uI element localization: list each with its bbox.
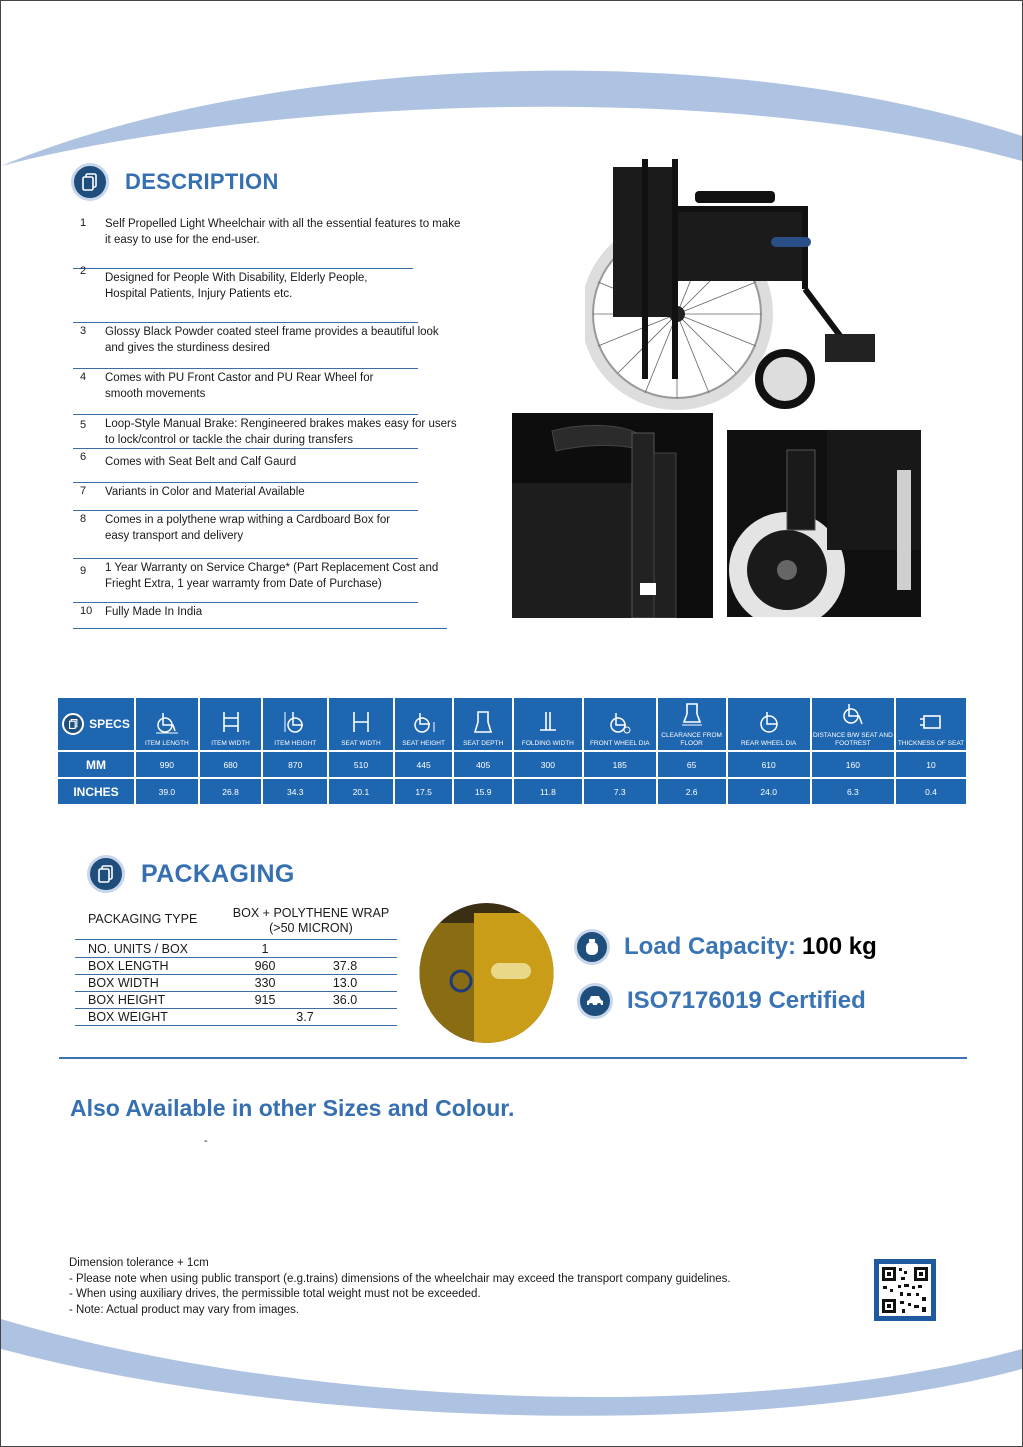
- list-item: 3 Glossy Black Powder coated steel frame provides a beautiful look and gives the sturdiness desired: [71, 317, 461, 363]
- weight-icon: [574, 929, 610, 965]
- spec-column-header: ITEM LENGTH: [135, 697, 199, 751]
- certification-badge: [577, 983, 866, 1019]
- list-item: 9 1 Year Warranty on Service Charge* (Part Replacement Cost and Frieght Extra, 1 year warramty from Date of Purchase): [71, 553, 461, 597]
- dash-mark: -: [204, 1135, 208, 1147]
- wheelchair-length-icon: [155, 710, 179, 734]
- table-row: MM 990 680 870 510 445 405 300 185 65 610 160 10: [57, 751, 967, 778]
- description-header: [71, 163, 279, 201]
- spec-column-header: SEAT WIDTH: [328, 697, 394, 751]
- certification-label: ISO7176019 Certified: [627, 987, 866, 1014]
- bottom-swoosh: [1, 1319, 1022, 1429]
- footer-notes: Dimension tolerance + 1cm - Please note when using public transport (e.g.trains) dimensions of the wheelchair may exceed the transport company guidelines. - When using auxiliary drives, the permissible total weight must not be exceeded. - Note: Actual product may vary from images.: [69, 1257, 731, 1316]
- chair-width-icon: [219, 710, 243, 734]
- list-item: 4 Comes with PU Front Castor and PU Rear Wheel for smooth movements: [71, 363, 461, 409]
- seat-width-icon: [349, 710, 373, 734]
- wheelchair-photo: [585, 149, 885, 417]
- list-item: 5 Loop-Style Manual Brake: Rengineered brakes makes easy for users to lock/control or tackle the chair during transfers: [71, 409, 461, 447]
- footrest-distance-icon: [841, 702, 865, 726]
- packaging-table: [75, 906, 397, 1025]
- spec-column-header: CLEARANCE FROM FLOOR: [657, 697, 727, 751]
- spec-column-header: FRONT WHEEL DIA: [583, 697, 657, 751]
- packaging-box-photo: [419, 903, 554, 1043]
- list-item: 7 Variants in Color and Material Available: [71, 477, 461, 505]
- packaging-header: [87, 855, 295, 893]
- load-capacity-value: 100 kg: [802, 933, 877, 960]
- table-row: BOX WIDTH 330 13.0: [75, 974, 397, 991]
- rear-wheel-icon: [757, 710, 781, 734]
- specs-header-cell: [57, 697, 135, 751]
- front-wheel-icon: [608, 710, 632, 734]
- spec-column-header: SEAT DEPTH: [453, 697, 513, 751]
- table-row: BOX LENGTH 960 37.8: [75, 957, 397, 974]
- spec-column-header: SEAT HEIGHT: [394, 697, 454, 751]
- spec-column-header: FOLDING WIDTH: [513, 697, 583, 751]
- table-row: BOX WEIGHT 3.7: [75, 1008, 397, 1025]
- list-item: 6 Comes with Seat Belt and Calf Gaurd: [71, 447, 461, 477]
- handle-detail-photo: [512, 413, 713, 618]
- table-row: INCHES 39.0 26.8 34.3 20.1 17.5 15.9 11.8 7.3 2.6 24.0 6.3 0.4: [57, 778, 967, 805]
- list-item: 2 Designed for People With Disability, Elderly People, Hospital Patients, Injury Patients etc.: [71, 263, 461, 317]
- table-row: NO. UNITS / BOX 1: [75, 940, 397, 957]
- list-item: 8 Comes in a polythene wrap withing a Cardboard Box for easy transport and delivery: [71, 505, 461, 553]
- specs-table: [56, 696, 968, 806]
- document-icon: [71, 163, 109, 201]
- table-row: BOX HEIGHT 915 36.0: [75, 991, 397, 1008]
- spec-column-header: ITEM HEIGHT: [262, 697, 328, 751]
- seat-depth-icon: [471, 710, 495, 734]
- spec-column-header: DISTANCE B/W SEAT AND FOOTREST: [811, 697, 895, 751]
- document-icon: [62, 713, 84, 735]
- spec-column-header: ITEM WIDTH: [199, 697, 263, 751]
- load-capacity-label: Load Capacity:: [624, 933, 797, 960]
- wheelchair-height-icon: [283, 710, 307, 734]
- spec-column-header: THICKNESS OF SEAT: [895, 697, 967, 751]
- folding-width-icon: [536, 710, 560, 734]
- car-icon: [577, 983, 613, 1019]
- qr-code[interactable]: [874, 1259, 936, 1321]
- specs-title: SPECS: [89, 717, 130, 731]
- availability-heading: Also Available in other Sizes and Colour.: [70, 1095, 515, 1121]
- list-item: 1 Self Propelled Light Wheelchair with all the essential features to make it easy to use for the end-user.: [71, 217, 461, 263]
- load-capacity-badge: [574, 929, 877, 965]
- list-item: 10 Fully Made In India: [71, 597, 461, 627]
- seat-thickness-icon: [919, 710, 943, 734]
- seat-height-icon: [412, 710, 436, 734]
- description-list: [71, 217, 461, 627]
- document-icon: [87, 855, 125, 893]
- caster-detail-photo: [727, 430, 921, 617]
- packaging-title: PACKAGING: [141, 859, 295, 888]
- packaging-type-row: PACKAGING TYPE BOX + POLYTHENE WRAP (>50 MICRON): [75, 906, 397, 940]
- spec-column-header: REAR WHEEL DIA: [727, 697, 811, 751]
- floor-clearance-icon: [680, 702, 704, 726]
- description-title: DESCRIPTION: [125, 169, 279, 194]
- section-divider: [59, 1057, 967, 1059]
